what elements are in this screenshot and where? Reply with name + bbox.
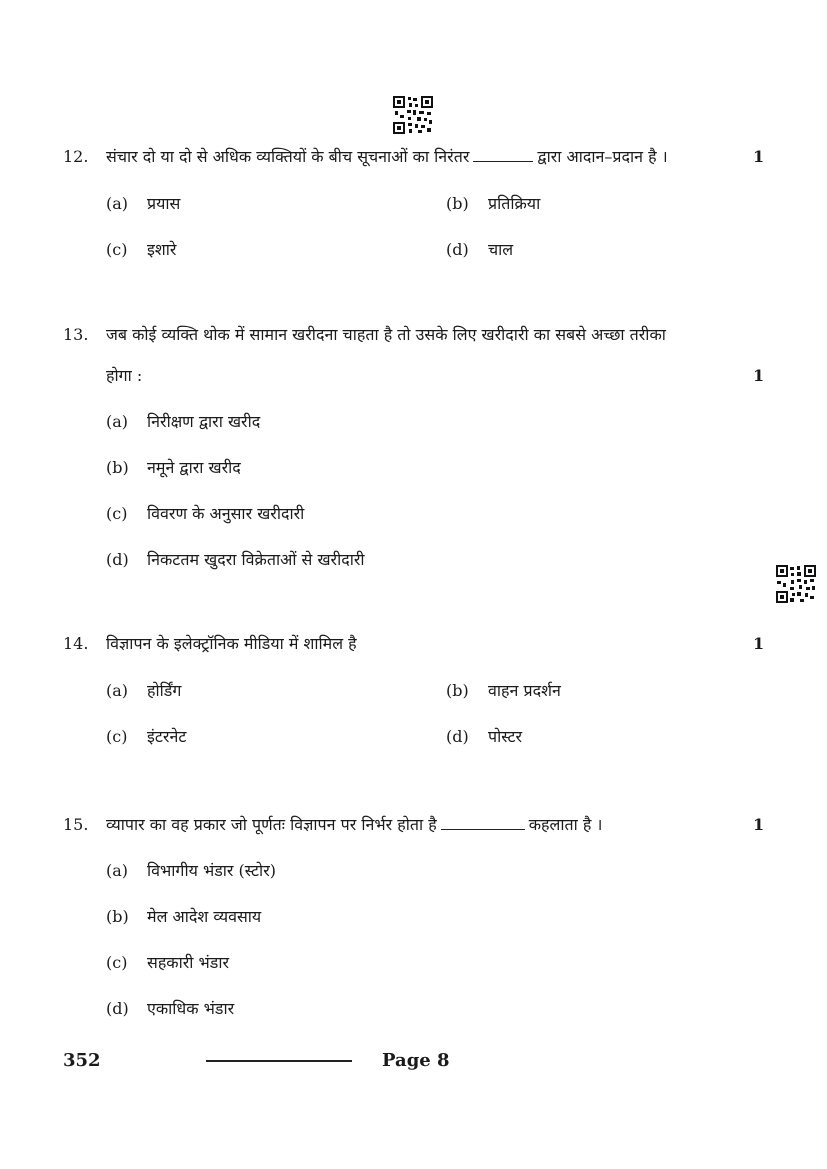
option-text: सहकारी भंडार: [147, 953, 230, 972]
question-text-after: कहलाता है ।: [528, 815, 603, 834]
option-letter: (d): [446, 727, 469, 746]
side-qr-code-icon: [776, 565, 816, 603]
question-text: [106, 147, 668, 167]
option-letter: (c): [106, 240, 128, 259]
option-letter: (d): [106, 999, 129, 1018]
question-number: 15.: [63, 815, 89, 834]
question-marks: 1: [753, 815, 765, 834]
option-letter: (c): [106, 953, 128, 972]
option-letter: (d): [106, 550, 129, 569]
question-text-after: द्वारा आदान–प्रदान है ।: [537, 147, 668, 166]
question-text-line2: होगा :: [106, 366, 143, 385]
question-text-line1: जब कोई व्यक्ति थोक में सामान खरीदना चाहता है तो उसके लिए खरीदारी का सबसे अच्छा तरीका: [106, 325, 666, 344]
option-letter: (b): [106, 458, 129, 477]
option-letter: (a): [106, 194, 129, 213]
option-letter: (c): [106, 727, 128, 746]
question-text: विज्ञापन के इलेक्ट्रॉनिक मीडिया में शामिल है: [106, 634, 357, 653]
option-text: मेल आदेश व्यवसाय: [147, 907, 262, 926]
option-text: इंटरनेट: [147, 727, 187, 746]
question-number: 12.: [63, 147, 89, 166]
option-text: प्रतिक्रिया: [488, 194, 541, 213]
question-text-before: व्यापार का वह प्रकार जो पूर्णतः विज्ञापन पर निर्भर होता है: [106, 815, 437, 834]
option-text: एकाधिक भंडार: [147, 999, 235, 1018]
question-marks: 1: [753, 366, 765, 385]
footer-divider: [206, 1060, 352, 1062]
option-letter: (c): [106, 504, 128, 523]
paper-code: 352: [63, 1050, 101, 1071]
option-letter: (a): [106, 412, 129, 431]
option-text: होर्डिंग: [147, 681, 182, 700]
option-text: निकटतम खुदरा विक्रेताओं से खरीदारी: [147, 550, 365, 569]
option-text: नमूने द्वारा खरीद: [147, 458, 241, 477]
option-text: वाहन प्रदर्शन: [488, 681, 561, 700]
option-text: चाल: [488, 240, 514, 259]
option-letter: (b): [446, 681, 469, 700]
option-letter: (b): [446, 194, 469, 213]
option-letter: (d): [446, 240, 469, 259]
option-text: विवरण के अनुसार खरीदारी: [147, 504, 305, 523]
question-marks: 1: [753, 634, 765, 653]
answer-blank: [441, 815, 525, 830]
option-text: प्रयास: [147, 194, 181, 213]
option-letter: (b): [106, 907, 129, 926]
answer-blank: [473, 147, 533, 162]
question-number: 13.: [63, 325, 89, 344]
option-letter: (a): [106, 681, 129, 700]
question-number: 14.: [63, 634, 89, 653]
top-qr-code-icon: [393, 96, 433, 134]
option-text: निरीक्षण द्वारा खरीद: [147, 412, 261, 431]
question-marks: 1: [753, 147, 765, 166]
question-text-before: संचार दो या दो से अधिक व्यक्तियों के बीच सूचनाओं का निरंतर: [106, 147, 470, 166]
page-number: Page 8: [382, 1050, 450, 1071]
question-text: [106, 815, 603, 835]
option-text: पोस्टर: [488, 727, 523, 746]
option-text: इशारे: [147, 240, 177, 259]
option-letter: (a): [106, 861, 129, 880]
option-text: विभागीय भंडार (स्टोर): [147, 861, 276, 880]
